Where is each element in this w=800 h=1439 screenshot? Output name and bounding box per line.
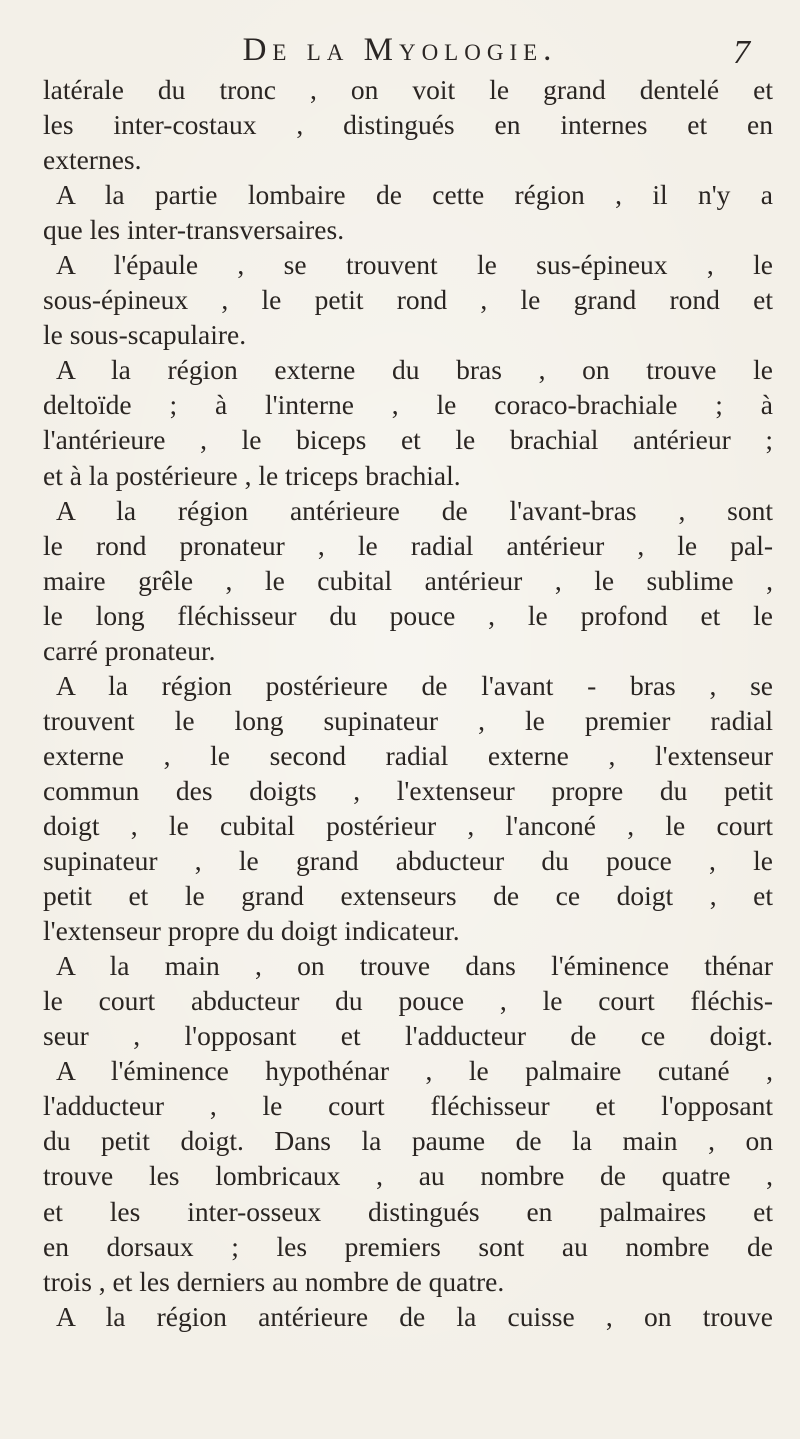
text-line: seur , l'opposant et l'adducteur de ce doigt.	[43, 1020, 773, 1052]
text-line: externe , le second radial externe , l'extenseur	[43, 739, 773, 771]
text-line: carré pronateur.	[43, 634, 216, 666]
text-line: que les inter-transversaires.	[43, 214, 345, 246]
text-line: le sous-scapulaire.	[43, 319, 247, 351]
text-line: doigt , le cubital postérieur , l'anconé , le court	[43, 809, 773, 841]
text-line: le rond pronateur , le radial antérieur , le pal-	[43, 529, 773, 561]
text-line: A la région antérieure de l'avant-bras , sont	[56, 494, 773, 526]
text-line: du petit doigt. Dans la paume de la main , on	[43, 1125, 773, 1157]
body-text	[43, 72, 773, 1334]
text-line: A l'épaule , se trouvent le sus-épineux , le	[56, 249, 773, 281]
text-line: et à la postérieure , le triceps brachial.	[43, 459, 461, 491]
page-number: 7	[733, 34, 750, 71]
text-line: l'extenseur propre du doigt indicateur.	[43, 915, 460, 947]
text-line: sous-épineux , le petit rond , le grand rond et	[43, 284, 773, 316]
text-line: trois , et les derniers au nombre de quatre.	[43, 1265, 505, 1297]
text-line: maire grêle , le cubital antérieur , le sublime ,	[43, 564, 773, 596]
text-line: l'antérieure , le biceps et le brachial antérieur ;	[43, 424, 773, 456]
text-line: supinateur , le grand abducteur du pouce , le	[43, 845, 773, 877]
text-line: commun des doigts , l'extenseur propre du petit	[43, 774, 773, 806]
text-line: A la partie lombaire de cette région , il n'y a	[56, 179, 773, 211]
text-line: latérale du tronc , on voit le grand dentelé et	[43, 74, 773, 105]
text-line: et les inter-osseux distingués en palmaires et	[43, 1195, 773, 1227]
text-line: trouvent le long supinateur , le premier radial	[43, 704, 773, 736]
text-line: l'adducteur , le court fléchisseur et l'opposant	[43, 1090, 773, 1122]
text-line: petit et le grand extenseurs de ce doigt , et	[43, 880, 773, 912]
text-line: A la région antérieure de la cuisse , on trouve	[56, 1300, 773, 1332]
text-line: deltoïde ; à l'interne , le coraco-brachiale ; à	[43, 389, 773, 421]
running-title: De la Myologie.	[242, 32, 558, 68]
text-line: A la région externe du bras , on trouve le	[56, 354, 773, 386]
text-line: les inter-costaux , distingués en internes et en	[43, 109, 773, 141]
text-line: en dorsaux ; les premiers sont au nombre de	[43, 1230, 773, 1262]
text-line: le court abducteur du pouce , le court fléchis-	[43, 985, 773, 1017]
text-line: le long fléchisseur du pouce , le profond et le	[43, 599, 773, 631]
text-line: externes.	[43, 144, 142, 176]
text-line: trouve les lombricaux , au nombre de quatre ,	[43, 1160, 773, 1192]
text-line: A la main , on trouve dans l'éminence thénar	[56, 950, 773, 982]
text-line: A l'éminence hypothénar , le palmaire cutané ,	[56, 1055, 773, 1087]
page-header	[40, 32, 760, 72]
text-line: A la région postérieure de l'avant - bras , se	[56, 669, 773, 701]
